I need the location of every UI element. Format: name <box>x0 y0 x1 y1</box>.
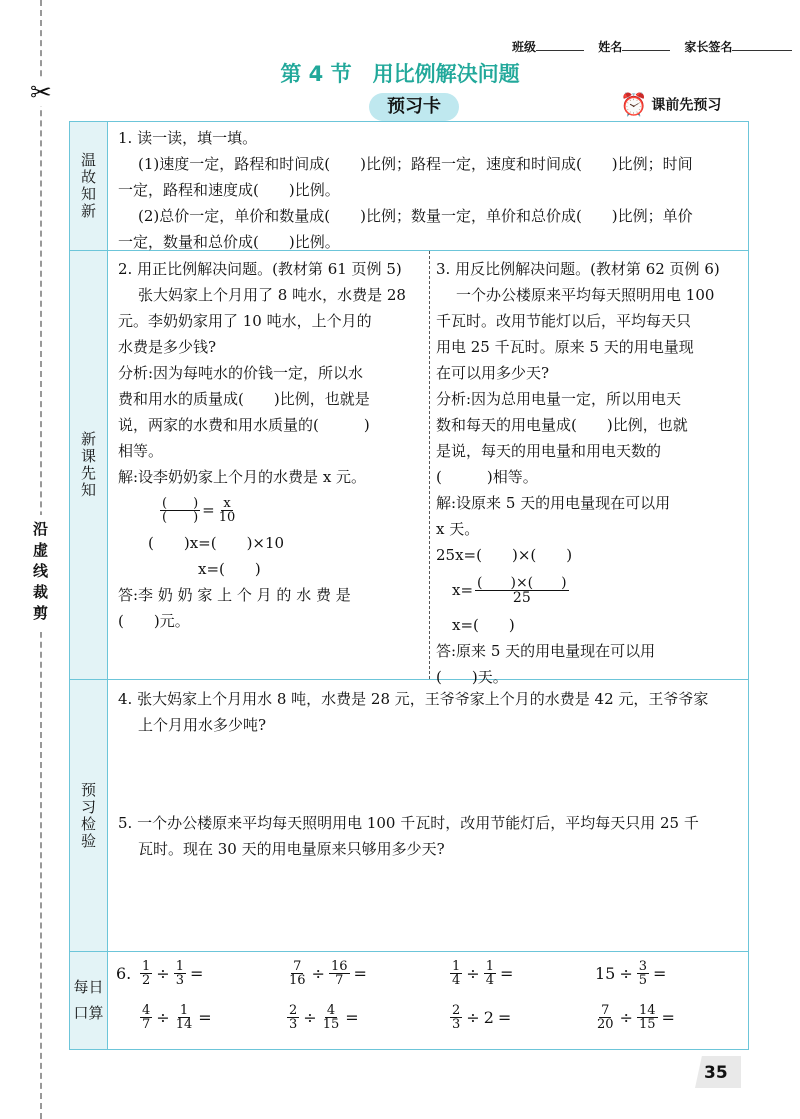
q2-line: 水费是多少钱? <box>118 338 217 356</box>
fraction: $\frac{2}{3}$ <box>452 1003 461 1032</box>
operator: ÷ <box>311 964 325 983</box>
q3-line: 千瓦时。改用节能灯以后，平均每天只 <box>436 312 692 330</box>
q2-line: 费和用水的质量成( )比例，也就是 <box>118 390 370 408</box>
equals-sign: = <box>198 1008 212 1027</box>
q3-title: 3. 用反比例解决问题。(教材第 62 页例 6) <box>436 260 720 278</box>
question-5 <box>118 810 742 862</box>
fraction: $\frac{16}{7}$ <box>330 959 348 988</box>
card-title: 预习卡 <box>369 93 459 121</box>
q3-line: 数和每天的用电量成( )比例，也就 <box>436 416 688 434</box>
integer: 2 <box>483 1008 494 1027</box>
section-title: 第 4 节 用比例解决问题 <box>280 62 520 86</box>
fraction: $\frac{1}{2}$ <box>142 959 151 988</box>
worksheet-table <box>69 121 749 1050</box>
q3-step2: x= $\frac{( )\times( )}{25}$ <box>452 574 567 606</box>
fraction: $\frac{1}{4}$ <box>485 959 494 988</box>
q1-line: 一定，路程和速度成( )比例。 <box>118 181 340 199</box>
q3-line: 一个办公楼原来平均每天照明用电 100 <box>456 286 715 304</box>
name-field[interactable] <box>622 50 670 51</box>
parent-signature-field[interactable] <box>732 50 792 51</box>
q1-line: 一定，数量和总价成( )比例。 <box>118 233 340 251</box>
row-label-new: 新课先知 <box>70 251 108 679</box>
row-check <box>70 680 748 952</box>
q2-line: 张大妈家上个月用了 8 吨水，水费是 28 <box>138 286 406 304</box>
q3-line: 是说，每天的用电量和用电天数的 <box>436 442 662 460</box>
q2-line: 相等。 <box>118 442 164 460</box>
q2-answer-blank[interactable]: ( )元。 <box>118 612 190 630</box>
calc-item <box>448 1004 513 1031</box>
q3-line: 在可以用多少天? <box>436 364 550 382</box>
calc-item <box>285 1004 361 1031</box>
q2-step2[interactable]: x=( ) <box>198 560 261 578</box>
question-1 <box>118 125 742 255</box>
calc-item <box>138 960 205 987</box>
operator: ÷ <box>619 964 633 983</box>
q2-proportion: $\frac{( )}{( )}$ = $\frac{x}{10}$ <box>162 495 236 525</box>
operator: ÷ <box>156 964 170 983</box>
calc-item <box>593 960 668 987</box>
equals-sign: = <box>353 964 367 983</box>
calc-item <box>138 1004 214 1031</box>
q2-line: 分析:因为每吨水的价钱一定，所以水 <box>118 364 364 382</box>
calc-item <box>593 1004 677 1031</box>
row-review <box>70 122 748 251</box>
q2-line: 说，两家的水费和用水质量的( ) <box>118 416 370 434</box>
fraction: $\frac{4}{15}$ <box>322 1003 340 1032</box>
operator: ÷ <box>303 1008 317 1027</box>
fraction: $\frac{7}{20}$ <box>597 1003 614 1032</box>
q3-line: ( )相等。 <box>436 468 538 486</box>
q3-step1[interactable]: 25x=( )×( ) <box>436 546 573 564</box>
row-daily <box>70 952 748 1049</box>
integer: 15 <box>595 964 616 983</box>
preview-badge <box>620 93 721 118</box>
operator: ÷ <box>619 1008 633 1027</box>
equals-sign: = <box>189 964 204 983</box>
q3-answer-blank[interactable]: ( )天。 <box>436 668 508 686</box>
row-label-check: 预习检验 <box>70 680 108 951</box>
fraction: $\frac{2}{3}$ <box>289 1003 298 1032</box>
operator: ÷ <box>156 1008 170 1027</box>
q6-number: 6. <box>116 964 132 983</box>
fraction: $\frac{1}{14}$ <box>175 1003 193 1032</box>
equals-sign: = <box>497 1008 512 1027</box>
calc-item <box>285 960 369 987</box>
name-label: 姓名 <box>598 40 623 54</box>
class-field[interactable] <box>536 50 584 51</box>
fraction: $\frac{1}{3}$ <box>175 959 184 988</box>
operator: ÷ <box>466 964 480 983</box>
q1-line: (1)速度一定，路程和时间成( )比例；路程一定，速度和时间成( )比例；时间 <box>138 155 693 173</box>
question-3 <box>436 256 744 690</box>
fraction: $\frac{7}{16}$ <box>289 959 306 988</box>
q1-title: 1. 读一读，填一填。 <box>118 129 258 147</box>
equals-sign: = <box>661 1008 675 1027</box>
blank[interactable]: ( )×( ) <box>477 574 567 591</box>
q5-line: 5. 一个办公楼原来平均每天照明用电 100 千瓦时，改用节能灯后，平均每天只用 25 千 <box>118 814 699 832</box>
class-label: 班级 <box>512 40 537 54</box>
column-divider <box>429 251 430 679</box>
q3-line: 用电 25 千瓦时。原来 5 天的用电量现 <box>436 338 694 356</box>
q3-step3[interactable]: x=( ) <box>452 616 515 634</box>
operator: ÷ <box>466 1008 480 1027</box>
fraction: $\frac{3}{5}$ <box>638 959 648 988</box>
q3-line: 分析:因为总用电量一定，所以用电天 <box>436 390 682 408</box>
q5-line: 瓦时。现在 30 天的用电量原来只够用多少天? <box>138 840 445 858</box>
q2-line: 解:设李奶奶家上个月的水费是 x 元。 <box>118 468 367 486</box>
question-4 <box>118 686 742 738</box>
q1-line: (2)总价一定，单价和数量成( )比例；数量一定，单价和总价成( )比例；单价 <box>138 207 693 225</box>
fraction: $\frac{1}{4}$ <box>452 959 461 988</box>
q2-title: 2. 用正比例解决问题。(教材第 61 页例 5) <box>118 260 402 278</box>
row-label-review: 温故知新 <box>70 122 108 250</box>
question-2 <box>118 256 423 634</box>
scissors-icon: ✂ <box>30 78 52 108</box>
page-number: 35 <box>704 1063 728 1083</box>
q2-step1[interactable]: ( )x=( )×10 <box>148 534 285 552</box>
row-label-daily: 每日口算 <box>70 952 108 1049</box>
student-info-fields <box>512 38 792 55</box>
q4-line: 4. 张大妈家上个月用水 8 吨，水费是 28 元，王爷爷家上个月的水费是 42 元，王爷爷家 <box>118 690 709 708</box>
badge-label: 课前先预习 <box>651 97 722 114</box>
fraction: $\frac{14}{15}$ <box>638 1003 656 1032</box>
q3-line: x 天。 <box>436 520 480 538</box>
q4-line: 上个月用水多少吨? <box>138 716 267 734</box>
equals-sign: = <box>345 1008 359 1027</box>
q2-answer: 答:李 奶 奶 家 上 个 月 的 水 费 是 <box>118 586 351 604</box>
q3-answer: 答:原来 5 天的用电量现在可以用 <box>436 642 656 660</box>
q3-line: 解:设原来 5 天的用电量现在可以用 <box>436 494 671 512</box>
alarm-clock-icon: ⏰ <box>620 93 648 118</box>
cut-label: 沿虚线裁剪 <box>31 515 51 632</box>
q2-line: 元。李奶奶家用了 10 吨水，上个月的 <box>118 312 372 330</box>
calc-item <box>448 960 515 987</box>
row-new <box>70 251 748 686</box>
equals-sign: = <box>653 964 667 983</box>
parent-signature-label: 家长签名 <box>684 40 733 54</box>
fraction: $\frac{4}{7}$ <box>142 1003 151 1032</box>
equals-sign: = <box>499 964 514 983</box>
blank[interactable]: ( ) <box>162 509 199 525</box>
blank[interactable]: ( ) <box>162 495 199 511</box>
